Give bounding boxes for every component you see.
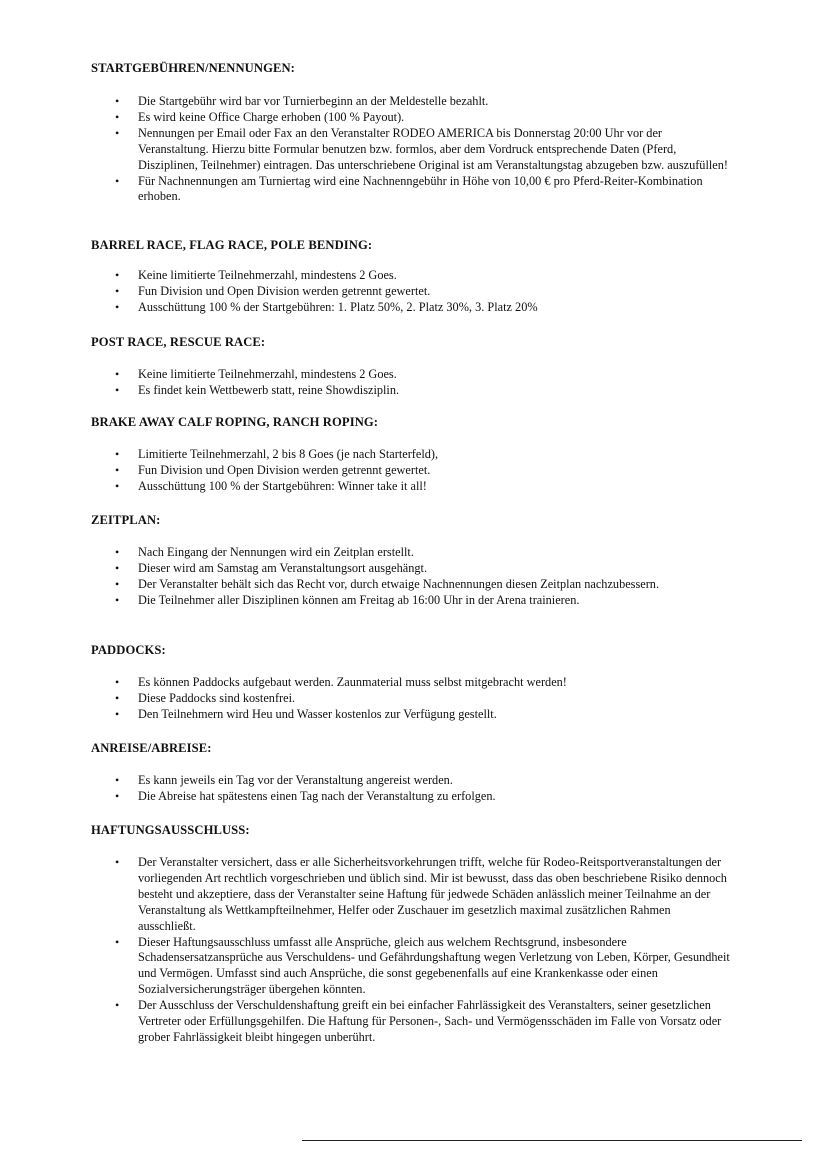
- bullet-icon: •: [115, 94, 120, 108]
- list-item: [91, 675, 731, 691]
- list-item-text: Dieser Haftungsausschluss umfasst alle Ansprüche, gleich aus welchem Rechtsgrund, insbesondere Schadensersatzansprüche aus Verschuldens- und Gefährdungshaftung wegen Verletzung von Leben, Körper, Gesundheit und Vermögen. Umfasst sind auch Ansprüche, die sonst gegebenenfalls auf eine Krankenkasse oder einen Sozialversicherungsträger übergehen könnten.: [138, 934, 730, 997]
- list-item: [91, 300, 731, 316]
- bullet-list: [91, 94, 731, 205]
- list-item: [91, 935, 731, 999]
- section-startgebuehren: [91, 60, 731, 205]
- list-item: [91, 561, 731, 577]
- bullet-icon: •: [115, 998, 120, 1013]
- bullet-list: [91, 855, 731, 1046]
- bullet-icon: •: [115, 706, 120, 721]
- bullet-icon: •: [115, 447, 120, 461]
- bullet-list: [91, 447, 731, 495]
- list-item-text: Es kann jeweils ein Tag vor der Veranstaltung angereist werden.: [138, 773, 453, 787]
- list-item: [91, 174, 731, 206]
- bullet-icon: •: [115, 299, 120, 314]
- list-item-text: Ausschüttung 100 % der Startgebühren: 1. Platz 50%, 2. Platz 30%, 3. Platz 20%: [138, 299, 538, 314]
- list-item-text: Es können Paddocks aufgebaut werden. Zaunmaterial muss selbst mitgebracht werden!: [138, 675, 567, 689]
- bullet-icon: •: [115, 788, 120, 803]
- section-heading: BARREL RACE, FLAG RACE, POLE BENDING:: [91, 238, 373, 252]
- list-item: [91, 998, 731, 1046]
- list-item: [91, 447, 731, 463]
- section-anreise-abreise: [91, 740, 731, 805]
- list-item: [91, 707, 731, 723]
- bullet-icon: •: [115, 109, 120, 124]
- list-item-text: Der Ausschluss der Verschuldenshaftung greift ein bei einfacher Fahrlässigkeit des Veranstalters, seiner gesetzlichen Vertreter oder Erfüllungsgehilfen. Die Haftung für Personen-, Sach- und Vermögensschäden im Falle von Vorsatz oder grober Fahrlässigkeit bleibt hingegen unberührt.: [138, 998, 722, 1044]
- bullet-list: [91, 268, 731, 316]
- bullet-list: [91, 545, 731, 609]
- section-heading: ANREISE/ABREISE:: [91, 741, 212, 755]
- list-item: [91, 367, 731, 383]
- list-item-text: Die Startgebühr wird bar vor Turnierbeginn an der Meldestelle bezahlt.: [138, 94, 489, 108]
- list-item-text: Dieser wird am Samstag am Veranstaltungsort ausgehängt.: [138, 560, 428, 575]
- list-item-text: Es findet kein Wettbewerb statt, reine Showdisziplin.: [138, 382, 400, 397]
- list-item: [91, 383, 731, 399]
- list-item-text: Keine limitierte Teilnehmerzahl, mindestens 2 Goes.: [138, 268, 397, 282]
- list-item-text: Die Abreise hat spätestens einen Tag nach der Veranstaltung zu erfolgen.: [138, 788, 496, 803]
- bullet-icon: •: [115, 934, 120, 949]
- list-item-text: Limitierte Teilnehmerzahl, 2 bis 8 Goes (je nach Starterfeld),: [138, 447, 439, 461]
- list-item-text: Den Teilnehmern wird Heu und Wasser kostenlos zur Verfügung gestellt.: [138, 706, 497, 721]
- section-heading: ZEITPLAN:: [91, 513, 161, 527]
- section-heading: BRAKE AWAY CALF ROPING, RANCH ROPING:: [91, 415, 379, 429]
- list-item-text: Fun Division und Open Division werden getrennt gewertet.: [138, 462, 431, 477]
- list-item-text: Für Nachnennungen am Turniertag wird eine Nachnenngebühr in Höhe von 10,00 € pro Pferd-Reiter-Kombination erhoben.: [138, 173, 703, 204]
- bullet-icon: •: [115, 173, 120, 188]
- section-heading: STARTGEBÜHREN/NENNUNGEN:: [91, 61, 295, 75]
- list-item: [91, 126, 731, 174]
- bullet-icon: •: [115, 125, 120, 140]
- list-item-text: Der Veranstalter behält sich das Recht vor, durch etwaige Nachnennungen diesen Zeitplan nachzubessern.: [138, 576, 660, 591]
- bullet-icon: •: [115, 462, 120, 477]
- section-heading: POST RACE, RESCUE RACE:: [91, 335, 266, 349]
- footer-divider: [302, 1140, 802, 1141]
- section-heading: PADDOCKS:: [91, 643, 166, 657]
- section-post-race: [91, 334, 731, 399]
- bullet-icon: •: [115, 545, 120, 559]
- list-item-text: Ausschüttung 100 % der Startgebühren: Winner take it all!: [138, 478, 427, 493]
- bullet-icon: •: [115, 592, 120, 607]
- bullet-icon: •: [115, 855, 120, 869]
- list-item-text: Nach Eingang der Nennungen wird ein Zeitplan erstellt.: [138, 545, 414, 559]
- bullet-icon: •: [115, 690, 120, 705]
- list-item-text: Diese Paddocks sind kostenfrei.: [138, 690, 296, 705]
- bullet-list: [91, 675, 731, 723]
- list-item: [91, 593, 731, 609]
- list-item-text: Der Veranstalter versichert, dass er alle Sicherheitsvorkehrungen trifft, welche für Rodeo-Reitsportveranstaltungen der vorliegenden Art rechtlich vorgeschrieben und üblich sind. Mir ist bewusst, dass das oben beschriebene Risiko dennoch besteht und akzeptiere, dass der Veranstalter seine Haftung für jedwede Schäden anlässlich meiner Teilnahme an der Veranstaltung als Wettkampfteilnehmer, Helfer oder Zuschauer im gesetzlich maximal zusätzlichen Rahmen ausschließt.: [138, 855, 727, 933]
- bullet-icon: •: [115, 283, 120, 298]
- list-item: [91, 463, 731, 479]
- list-item-text: Es wird keine Office Charge erhoben (100 % Payout).: [138, 109, 405, 124]
- list-item: [91, 545, 731, 561]
- bullet-list: [91, 773, 731, 805]
- bullet-list: [91, 367, 731, 399]
- bullet-icon: •: [115, 576, 120, 591]
- bullet-icon: •: [115, 773, 120, 787]
- bullet-icon: •: [115, 675, 120, 689]
- bullet-icon: •: [115, 367, 120, 381]
- section-haftungsausschluss: [91, 822, 731, 1046]
- list-item: [91, 855, 731, 935]
- bullet-icon: •: [115, 382, 120, 397]
- list-item: [91, 577, 731, 593]
- section-calf-roping: [91, 414, 731, 495]
- list-item: [91, 691, 731, 707]
- bullet-icon: •: [115, 268, 120, 282]
- list-item-text: Fun Division und Open Division werden getrennt gewertet.: [138, 283, 431, 298]
- list-item: [91, 773, 731, 789]
- list-item: [91, 110, 731, 126]
- list-item-text: Die Teilnehmer aller Disziplinen können am Freitag ab 16:00 Uhr in der Arena trainieren.: [138, 592, 580, 607]
- bullet-icon: •: [115, 478, 120, 493]
- list-item: [91, 268, 731, 284]
- list-item: [91, 789, 731, 805]
- list-item-text: Keine limitierte Teilnehmerzahl, mindestens 2 Goes.: [138, 367, 397, 381]
- list-item: [91, 94, 731, 110]
- list-item: [91, 479, 731, 495]
- section-zeitplan: [91, 512, 731, 609]
- section-heading: HAFTUNGSAUSSCHLUSS:: [91, 823, 250, 837]
- list-item: [91, 284, 731, 300]
- bullet-icon: •: [115, 560, 120, 575]
- list-item-text: Nennungen per Email oder Fax an den Veranstalter RODEO AMERICA bis Donnerstag 20:00 Uhr vor der Veranstaltung. Hierzu bitte Formular benutzen bzw. formlos, aber dem Vordruck entsprechende Daten (Pferd, Disziplinen, Teilnehmer) eintragen. Das unterschriebene Original ist am Veranstaltungstag abzugeben bzw. auszufüllen!: [138, 125, 728, 172]
- section-paddocks: [91, 642, 731, 723]
- section-barrel-race: [91, 237, 731, 316]
